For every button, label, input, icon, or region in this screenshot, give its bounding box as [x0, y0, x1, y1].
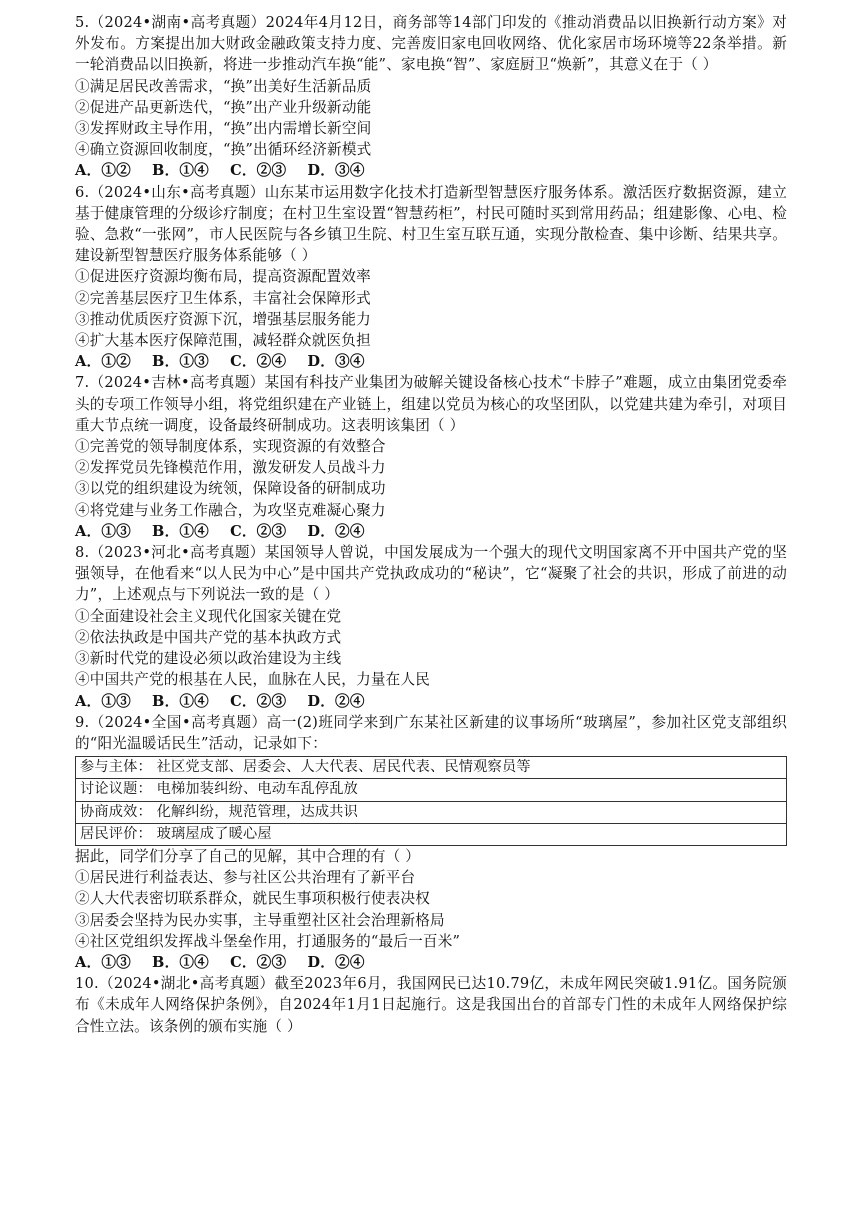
- option-a[interactable]: A．①③: [75, 522, 131, 540]
- option-c[interactable]: C．②③: [230, 953, 287, 971]
- statement-item: ③居委会坚持为民办实事，主导重塑社区社会治理新格局: [75, 911, 445, 929]
- table-cell: 讨论议题： 电梯加装纠纷、电动车乱停乱放: [76, 779, 787, 801]
- option-b[interactable]: B．①③: [152, 353, 209, 371]
- statement-item: ②发挥党员先锋模范作用，激发研发人员战斗力: [75, 459, 386, 477]
- exam-page: [75, 12, 787, 1037]
- question-stem: 7.（2024•吉林•高考真题）某国有科技产业集团为破解关键设备核心技术“卡脖子”难题，成立由集团党委牵头的专项工作领导小组，将党组织建在产业链上，组建以党员为核心的攻坚团队，以党建共建为牵引，对项目重大节点统一调度，设备最终研制成功。这表明该集团（ ）: [75, 374, 787, 434]
- option-d[interactable]: D．③④: [307, 353, 365, 371]
- answer-options: [75, 952, 787, 973]
- table-cell: 协商成效： 化解纠纷，规范管理，达成共识: [76, 801, 787, 823]
- statement-item: ②完善基层医疗卫生体系，丰富社会保障形式: [75, 289, 371, 307]
- option-b[interactable]: B．①④: [152, 692, 209, 710]
- table-row: [76, 779, 787, 801]
- statement-item: ③新时代党的建设必须以政治建设为主线: [75, 650, 342, 668]
- question-9: [75, 712, 787, 973]
- option-b[interactable]: B．①④: [152, 162, 209, 180]
- question-7: [75, 372, 787, 542]
- statement-item: ④将党建与业务工作融合，为攻坚克难凝心聚力: [75, 501, 386, 519]
- statement-item: ①居民进行利益表达、参与社区公共治理有了新平台: [75, 869, 416, 887]
- answer-options: [75, 351, 787, 372]
- activity-record-table: [75, 756, 787, 846]
- option-d[interactable]: D．②④: [307, 953, 365, 971]
- option-d[interactable]: D．②④: [307, 522, 365, 540]
- question-10: [75, 973, 787, 1037]
- statement-item: ②依法执政是中国共产党的基本执政方式: [75, 628, 342, 646]
- answer-options: [75, 691, 787, 712]
- statement-item: ①完善党的领导制度体系，实现资源的有效整合: [75, 438, 386, 456]
- question-stem: 9.（2024•全国•高考真题）高一(2)班同学来到广东某社区新建的议事场所“玻璃屋”，参加社区党支部组织的“阳光温暖话民生”活动，记录如下：: [75, 713, 787, 752]
- option-c[interactable]: C．②③: [230, 522, 287, 540]
- question-stem: 8.（2023•河北•高考真题）某国领导人曾说，中国发展成为一个强大的现代文明国家离不开中国共产党的坚强领导，在他看来“以人民为中心”是中国共产党执政成功的“秘诀”，它“凝聚了社会的共识，形成了前进的动力”，上述观点与下列说法一致的是（ ）: [75, 544, 787, 604]
- statement-item: ③以党的组织建设为统领，保障设备的研制成功: [75, 480, 386, 498]
- option-a[interactable]: A．①③: [75, 953, 131, 971]
- option-c[interactable]: C．②③: [230, 692, 287, 710]
- table-cell: 参与主体： 社区党支部、居委会、人大代表、居民代表、民情观察员等: [76, 757, 787, 779]
- table-row: [76, 757, 787, 779]
- statement-item: ④中国共产党的根基在人民，血脉在人民，力量在人民: [75, 671, 431, 689]
- statement-item: ①促进医疗资源均衡布局，提高资源配置效率: [75, 268, 371, 286]
- question-8: [75, 542, 787, 712]
- option-c[interactable]: C．②③: [230, 162, 287, 180]
- question-6: [75, 182, 787, 373]
- table-row: [76, 801, 787, 823]
- statement-item: ④扩大基本医疗保障范围，减轻群众就医负担: [75, 332, 371, 350]
- statement-item: ②人大代表密切联系群众，就民生事项积极行使表决权: [75, 890, 431, 908]
- option-b[interactable]: B．①④: [152, 953, 209, 971]
- option-c[interactable]: C．②④: [230, 353, 287, 371]
- statement-item: ③推动优质医疗资源下沉，增强基层服务能力: [75, 310, 371, 328]
- statement-item: ①满足居民改善需求，“换”出美好生活新品质: [75, 77, 372, 95]
- statement-item: ①全面建设社会主义现代化国家关键在党: [75, 607, 342, 625]
- question-stem: 5.（2024•湖南•高考真题）2024年4月12日，商务部等14部门印发的《推动消费品以旧换新行动方案》对外发布。方案提出加大财政金融政策支持力度、完善废旧家电回收网络、优化家居市场环境等22条举措。新一轮消费品以旧换新，将进一步推动汽车换“能”、家电换“智”、家庭厨卫“焕新”，其意义在于（ ）: [75, 14, 787, 74]
- option-a[interactable]: A．①②: [75, 353, 131, 371]
- option-a[interactable]: A．①③: [75, 692, 131, 710]
- statement-item: ②促进产品更新迭代，“换”出产业升级新动能: [75, 98, 372, 116]
- option-a[interactable]: A．①②: [75, 162, 131, 180]
- question-stem: 10.（2024•湖北•高考真题）截至2023年6月，我国网民已达10.79亿，未成年网民突破1.91亿。国务院颁布《未成年人网络保护条例》，自2024年1月1日起施行。这是我国出台的首部专门性的未成年人网络保护综合性立法。该条例的颁布实施（ ）: [75, 975, 787, 1035]
- option-d[interactable]: D．③④: [307, 162, 365, 180]
- question-prompt: 据此，同学们分享了自己的见解，其中合理的有（ ）: [75, 847, 421, 865]
- question-stem: 6.（2024•山东•高考真题）山东某市运用数字化技术打造新型智慧医疗服务体系。激活医疗数据资源，建立基于健康管理的分级诊疗制度；在村卫生室设置“智慧药柜”，村民可随时买到常用药品；组建影像、心电、检验、急救“一张网”，市人民医院与各乡镇卫生院、村卫生室互联互通，实现分散检查、集中诊断、结果共享。建设新型智慧医疗服务体系能够（ ）: [75, 183, 787, 265]
- statement-item: ④确立资源回收制度，“换”出循环经济新模式: [75, 141, 372, 159]
- answer-options: [75, 160, 787, 181]
- table-cell: 居民评价： 玻璃屋成了暖心屋: [76, 823, 787, 845]
- question-5: [75, 12, 787, 182]
- statement-item: ③发挥财政主导作用，“换”出内需增长新空间: [75, 120, 372, 138]
- answer-options: [75, 521, 787, 542]
- table-row: [76, 823, 787, 845]
- option-d[interactable]: D．②④: [307, 692, 365, 710]
- option-b[interactable]: B．①④: [152, 522, 209, 540]
- statement-item: ④社区党组织发挥战斗堡垒作用，打通服务的“最后一百米”: [75, 932, 461, 950]
